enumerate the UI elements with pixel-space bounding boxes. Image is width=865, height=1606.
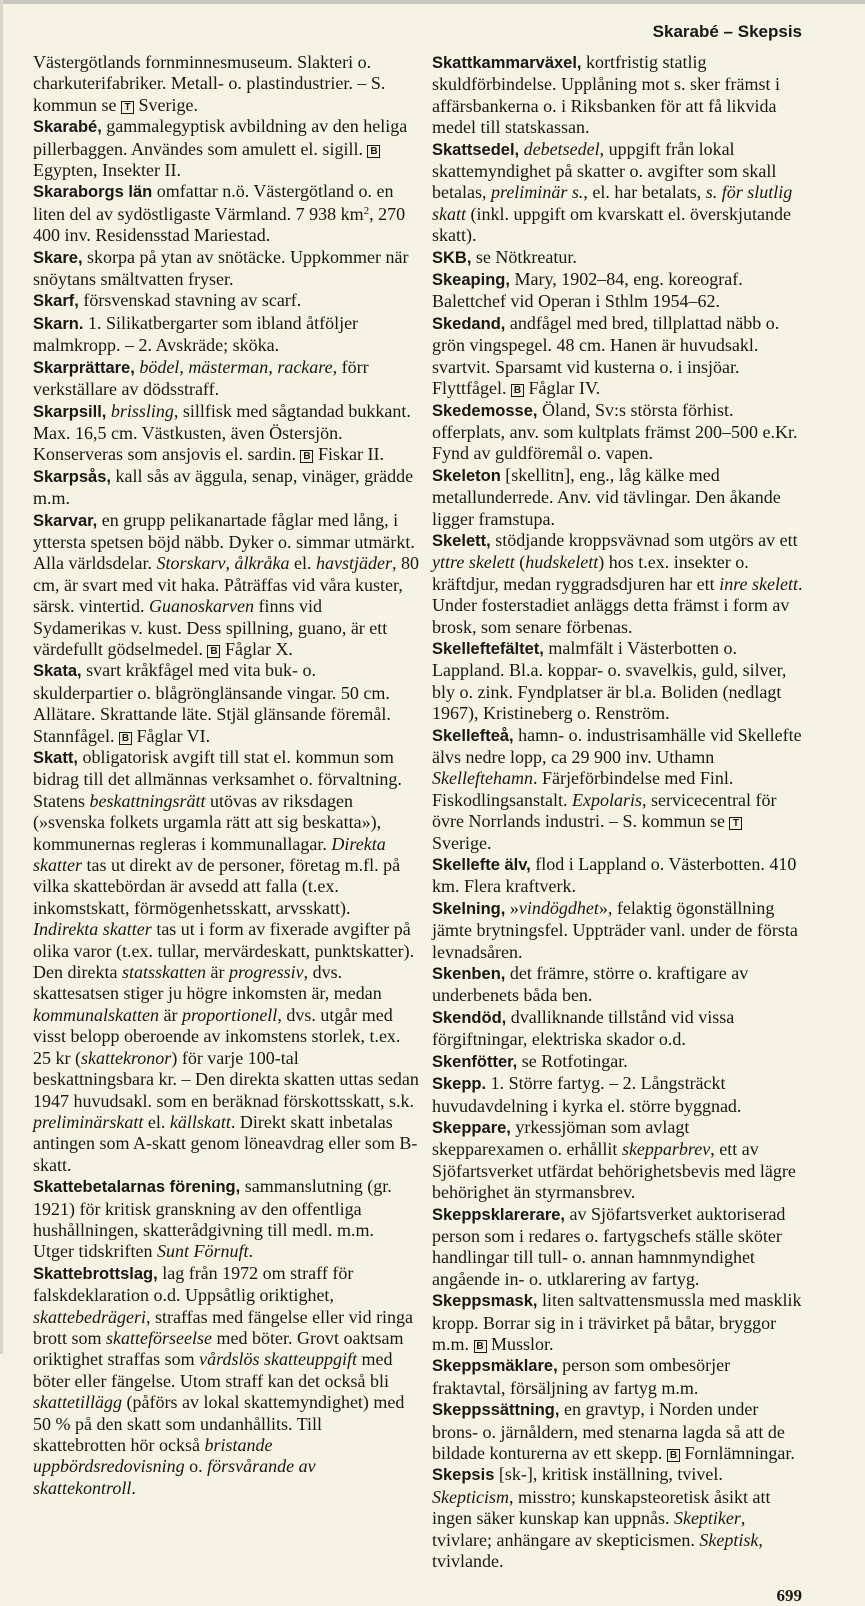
italic-term: progressiv	[228, 962, 304, 983]
entry-text: , uppgift från lokal skattemyndighet på skatter o. avgifter som skall betalas,	[432, 138, 777, 203]
entry-text: . Direkt skatt inbetalas antingen som A-skatt genom löneavdrag eller som B-skatt.	[33, 1111, 418, 1175]
italic-term: brissling	[110, 400, 174, 421]
dictionary-entry	[432, 725, 804, 854]
entry-text: kortfristig statlig skuldförbindelse. Upplåning mot s. sker främst i affärsbankerna o. i Riksbanken för att få likvida medel till statskassan.	[432, 52, 780, 138]
entry-headword: Skelleftefältet,	[432, 639, 544, 658]
italic-term: proportionell	[181, 1004, 278, 1025]
dictionary-entry	[432, 1355, 804, 1399]
entry-headword: Skattebrottslag,	[33, 1264, 158, 1283]
entry-text: , tvivlande.	[432, 1529, 763, 1572]
entry-text: person som ombesörjer fraktavtal, försäljning av fartyg m.m.	[432, 1355, 731, 1398]
entry-headword: Skarf,	[33, 292, 79, 311]
entry-text: , el. har betalats,	[583, 182, 706, 203]
entry-headword: Skelett,	[432, 531, 491, 550]
italic-term: Skepticism	[432, 1486, 509, 1507]
entry-text: Öland, Sv:s största förhist. offerplats, anv. som kultplats främst 200–500 e.Kr. Fynd av guldföremål o. vapen.	[432, 399, 798, 464]
entry-text: malmfält i Västerbotten o. Lappland. Bl.a. koppar- o. svavelkis, guld, silver, bly o. zink. Fyndplatser är bl.a. Boliden (nedlagt 1967), Kristineberg o. Renström.	[432, 637, 787, 724]
italic-term: kommunalskatten	[33, 1004, 159, 1025]
entry-headword: Skata,	[33, 662, 82, 681]
entry-headword: Skellefteå,	[432, 726, 514, 745]
dictionary-entry	[33, 747, 419, 1176]
entry-headword: Skenfötter,	[432, 1052, 518, 1071]
italic-term: skepparbrev	[621, 1139, 711, 1160]
entry-text: (inkl. uppgift om kvarskatt el. överskjutande skatt).	[432, 203, 791, 246]
italic-term: Sunt Förnuft	[156, 1241, 249, 1262]
dictionary-entry	[432, 465, 804, 530]
entry-text: . Färjeförbindelse med Finl. Fiskodlingsanstalt.	[432, 768, 734, 810]
italic-term: Skeptiker	[673, 1508, 741, 1529]
entry-text: , tvivlare; anhängare av skepticismen.	[432, 1508, 746, 1550]
entry-text: ,	[225, 553, 235, 574]
dictionary-entry	[432, 247, 804, 269]
entry-text: svart kråkfågel med vita buk- o. skulderpartier o. blågrönglänsande vingar. 50 cm. Allätare. Skrattande läte. Stjäl glänsande föremål. Stannfågel.	[33, 660, 391, 746]
dictionary-entry	[33, 401, 419, 466]
entry-text: Västergötlands fornminnesmuseum. Slakteri o. charkuterifabriker. Metall- o. plastindustrier. – S. kommun se	[33, 52, 386, 115]
entry-text: gammalegyptisk avbildning av den heliga pillerbaggen. Användes som amulett el. sigill.	[33, 116, 408, 159]
entry-headword: Skelning,	[432, 899, 506, 918]
reference-box-icon: T	[729, 817, 742, 830]
entry-text: flod i Lappland o. Västerbotten. 410 km. Flera kraftverk.	[432, 854, 797, 897]
entry-text: , sillfisk med sågtandad bukkant. Max. 16,5 cm. Västkusten, även Östersjön. Konserveras som ansjovis el. sardin.	[33, 400, 411, 465]
entry-headword: Skare,	[33, 248, 83, 267]
entry-text: andfågel med bred, tillplattad näbb o. grön vingspegel. 48 cm. Hanen är huvudsakl. svartvit. Sparsamt vid kusterna o. i insjöar. Flyttfågel.	[432, 312, 780, 399]
dictionary-entry	[432, 1204, 804, 1291]
reference-box-icon: B	[300, 450, 313, 463]
page-number: 699	[776, 1586, 802, 1606]
entry-headword: SKB,	[432, 248, 472, 267]
entry-headword: Skeppsmask,	[432, 1292, 538, 1311]
dictionary-entry	[432, 52, 804, 139]
entry-text: yrkessjöman som avlagt skepparexamen o. erhållit	[432, 1116, 690, 1160]
entry-text: en gravtyp, i Norden under brons- o. järnåldern, med stenarna lagda så att de bildade konturerna av ett skepp.	[432, 1399, 785, 1463]
italic-term: mästerman	[188, 356, 269, 377]
entry-headword: Skepp.	[432, 1075, 487, 1094]
reference-box-icon: B	[119, 732, 132, 745]
italic-term: bristande uppbördsredovisning	[33, 1435, 273, 1477]
reference-box-icon: T	[121, 101, 134, 114]
italic-term: skatteförseelse	[106, 1327, 212, 1348]
entry-text: obligatorisk avgift till stat el. kommun som bidrag till det allmännas verksamhet o. förvaltning. Statens	[33, 747, 402, 811]
entry-headword: Skarn.	[33, 314, 84, 333]
dictionary-entry	[432, 963, 804, 1007]
entry-text: se Rotfotingar.	[517, 1050, 628, 1071]
italic-term: skattetillägg	[33, 1392, 122, 1413]
entry-text: , dvs. skattesatsen stiger ju högre inkomsten är, medan	[33, 962, 382, 1004]
entry-text: Fornlämningar.	[679, 1443, 795, 1463]
right-column-wrapper	[432, 52, 804, 1606]
entry-text: av Sjöfartsverket auktoriserad person som i redares o. fartygschefs ställe sköter handlingar till tull- o. annan hamnmyndighet angående in- o. utklarering av fartyg.	[432, 1203, 786, 1289]
italic-term: Skelleftehamn	[432, 768, 533, 789]
entry-text: ,	[179, 356, 189, 377]
entry-text: (	[514, 552, 526, 573]
dictionary-entry	[432, 638, 804, 725]
entry-text: försvenskad stavning av scarf.	[78, 290, 302, 311]
italic-term: inre skelett	[719, 573, 798, 594]
dictionary-entry	[33, 181, 419, 246]
entry-text: Fåglar IV.	[524, 378, 601, 399]
entry-text: skorpa på ytan av snötäcke. Uppkommer när snöytans smältvatten fryser.	[33, 246, 409, 290]
entry-text: 1. Större fartyg. – 2. Långsträckt huvudavdelning i kyrka el. större byggnad.	[432, 1073, 742, 1116]
dictionary-entry	[432, 1073, 804, 1117]
dictionary-entry	[432, 1464, 804, 1572]
entry-text: Musslor.	[486, 1333, 554, 1354]
italic-term: vårdslös skatteuppgift	[199, 1349, 357, 1370]
entry-headword: Skarpsill,	[33, 402, 107, 421]
italic-term: yttre skelett	[432, 552, 515, 573]
entry-text: tas ut i form av fixerade avgifter på olika varor (t.ex. tullar, mervärdeskatt, punktskatter). Den direkta	[33, 919, 415, 983]
entry-headword: Skeppssättning,	[432, 1401, 560, 1420]
entry-headword: Skatt,	[33, 749, 78, 767]
italic-term: rackare	[277, 356, 333, 377]
dictionary-entry	[432, 1051, 804, 1073]
entry-text: Sverige.	[134, 94, 198, 115]
entry-text: ) för varje 100-tal beskattningsbara kr. – Den direkta skatten uttas sedan 1947 huvudsakl. som en beräknad förskottsskatt, s.k.	[33, 1047, 419, 1111]
italic-term: bödel	[139, 356, 180, 377]
italic-term: statsskatten	[121, 962, 206, 983]
dictionary-entry	[33, 357, 419, 401]
italic-term: vindögdhet	[518, 897, 599, 918]
entry-text: Fiskar II.	[313, 444, 384, 465]
entry-text: ,	[268, 356, 278, 377]
entry-text: .	[248, 1241, 253, 1262]
entry-text: en grupp pelikanartade fåglar med lång, i yttersta spetsen böjd näbb. Dyker o. simmar utmärkt. Alla världsdelar.	[33, 509, 415, 574]
entry-text: lag från 1972 om straff för falskdeklaration o.d. Uppsåtlig oriktighet,	[33, 1262, 354, 1306]
entry-headword: Skattebetalarnas förening,	[33, 1178, 241, 1197]
italic-term: Guanoskarven	[148, 596, 254, 617]
dictionary-entry	[33, 1263, 419, 1499]
italic-term: Indirekta skatter	[33, 919, 152, 940]
entry-headword: Skeppsklarerare,	[432, 1205, 566, 1224]
page-top-edge	[0, 0, 865, 4]
entry-text: kall sås av äggula, senap, vinäger, grädde m.m.	[33, 465, 414, 509]
entry-text: , 270 400 inv. Residensstad Mariestad.	[33, 203, 406, 246]
entry-headword: Skarvar,	[33, 511, 98, 530]
reference-box-icon: B	[511, 384, 524, 397]
entry-text: , misstro; kunskapsteoretisk åsikt att ingen säker kunskap kan uppnås.	[432, 1486, 771, 1529]
dictionary-entry	[33, 52, 419, 116]
entry-headword: Skendöd,	[432, 1008, 507, 1027]
entry-headword: Skepsis	[432, 1466, 495, 1485]
entry-headword: Skarprättare,	[33, 358, 135, 377]
entry-text: det främre, större o. kraftigare av underbenets båda ben.	[432, 963, 749, 1006]
dictionary-entry	[432, 854, 804, 898]
entry-headword: Skeppsmäklare,	[432, 1357, 558, 1376]
entry-text: omfattar n.ö. Västergötland o. en liten del av sydöstligaste Värmland. 7 938 km	[33, 181, 394, 224]
entry-headword: Skarabé,	[33, 118, 102, 137]
italic-term: s. för slutlig skatt	[432, 182, 793, 224]
entry-headword: Skattsedel,	[432, 140, 520, 159]
entry-text: Mary, 1902–84, eng. koreograf. Balettchef vid Operan i Sthlm 1954–62.	[432, 269, 743, 312]
italic-term: preliminärskatt	[33, 1111, 144, 1132]
italic-term: debetsedel	[523, 138, 600, 159]
italic-term: preliminär s.	[490, 182, 584, 203]
dictionary-entry	[432, 1290, 804, 1355]
entry-text: dvalliknande tillstånd vid vissa förgiftningar, elektriska skador o.d.	[432, 1006, 735, 1050]
italic-term: havstjäder	[315, 553, 392, 574]
entry-headword: Skarpsås,	[33, 467, 111, 486]
entry-text: [sk-], kritisk inställning, tvivel.	[494, 1464, 723, 1485]
entry-headword: Skeleton	[432, 466, 501, 485]
entry-text: , förr verkställare av dödsstraff.	[33, 356, 369, 400]
left-column-wrapper	[33, 52, 419, 1499]
dictionary-entry	[33, 116, 419, 181]
entry-text: med böter eller fängelse. Utom straff kan det också bli	[33, 1349, 393, 1391]
entry-headword: Skeaping,	[432, 271, 510, 290]
entry-text: , straffas med fängelse eller vid ringa brott som	[33, 1306, 414, 1348]
italic-term: ålkråka	[234, 553, 290, 574]
entry-text: el.	[143, 1111, 170, 1132]
entry-text: , dvs. utgår med visst belopp oberoende av inkomstens storlek, t.ex. 25 kr (	[33, 1004, 401, 1068]
entry-headword: Skaraborgs län	[33, 183, 153, 202]
entry-text: hamn- o. industrisamhälle vid Skellefte älvs nedre lopp, ca 29 900 inv. Uthamn	[432, 724, 802, 767]
entry-text: tas ut direkt av de personer, företag m.fl. på vilka skattebördan är avsedd att falla (t.ex. inkomstskatt, förmögenhetsskatt, arvsskatt).	[33, 855, 401, 918]
dictionary-entry	[33, 1176, 419, 1263]
entry-text: , servicecentral för övre Norrlands industri. – S. kommun se	[432, 789, 777, 832]
dictionary-entry	[432, 530, 804, 638]
reference-box-icon: B	[667, 1449, 680, 1462]
italic-term: Storskarv	[156, 553, 226, 574]
left-column	[33, 52, 419, 1499]
entry-text: [skellitn], eng., låg kälke med metallunderrede. Anv. vid tävlingar. Den åkande ligger framstupa.	[432, 464, 781, 529]
entry-text: finns vid Sydamerikas v. kust. Dess spillning, guano, är ett värdefullt gödselmedel.	[33, 596, 388, 659]
entry-text: (påförs av lokal skattemyndighet) med 50 % på den skatt som undanhållits. Till skattebrotten hör också	[33, 1392, 405, 1455]
dictionary-entry	[33, 660, 419, 747]
entry-text: är	[205, 962, 229, 983]
entry-text: sammanslutning (gr. 1921) för kritisk granskning av den offentliga hushållningen, skatterådgivning till medl. m.m. Utger tidskriften	[33, 1176, 392, 1262]
entry-text: Sverige.	[432, 832, 492, 853]
dictionary-entry	[33, 290, 419, 312]
entry-headword: Skedemosse,	[432, 401, 538, 420]
italic-term: Skeptisk	[699, 1529, 759, 1550]
italic-term: försvårande av skattekontroll	[33, 1456, 316, 1498]
dictionary-entry	[33, 313, 419, 357]
dictionary-entry	[432, 139, 804, 247]
entry-text: utövas av riksdagen (»svenska folkets urgamla rätt att sig beskatta»), kommunernas regleras i kommunallagar.	[33, 790, 382, 854]
entry-text: .	[131, 1477, 136, 1498]
dictionary-entry	[432, 400, 804, 465]
italic-term: hudskelett	[525, 552, 599, 573]
italic-term: skattebedrägeri	[33, 1306, 146, 1327]
entry-text: »	[505, 897, 519, 918]
dictionary-entry	[33, 466, 419, 510]
entry-text: liten saltvattensmussla med masklik kropp. Borrar sig in i trävirket på båtar, bryggor m.m.	[432, 1290, 802, 1354]
dictionary-entry	[432, 898, 804, 963]
dictionary-entry	[432, 1117, 804, 1204]
dictionary-entry	[33, 247, 419, 291]
dictionary-entry	[33, 510, 419, 661]
superscript: 2	[363, 204, 370, 217]
entry-headword: Skeppare,	[432, 1118, 511, 1137]
dictionary-entry	[432, 269, 804, 313]
entry-headword: Skattkammarväxel,	[432, 54, 582, 72]
page-left-edge	[0, 0, 3, 1354]
italic-term: Direkta skatter	[33, 833, 386, 876]
entry-headword: Skedand,	[432, 314, 506, 333]
reference-box-icon: B	[367, 145, 380, 158]
dictionary-entry	[432, 1399, 804, 1464]
italic-term: skattekronor	[81, 1047, 172, 1068]
running-header: Skarabé – Skepsis	[652, 22, 802, 41]
entry-text: se Nötkreatur.	[471, 246, 577, 267]
reference-box-icon: B	[207, 645, 220, 658]
entry-text: el.	[289, 553, 316, 574]
dictionary-entry	[432, 313, 804, 400]
entry-text: , ett av Sjöfartsverket utfärdat behörighetsbevis med lägre behörighet än styrmansbrev.	[432, 1139, 796, 1203]
right-column	[432, 52, 804, 1572]
entry-text: ) hos t.ex. insekter o. kräftdjur, medan ryggradsdjuren har ett	[432, 552, 749, 594]
entry-headword: Skellefte älv,	[432, 856, 531, 875]
entry-text: Fåglar X.	[220, 638, 293, 659]
entry-text: är	[158, 1004, 182, 1025]
entry-text: Fåglar VI.	[131, 725, 211, 746]
italic-term: Expolaris	[572, 789, 643, 810]
italic-term: beskattningsrätt	[89, 790, 206, 811]
entry-text: . Under fosterstadiet anläggs detta främst i form av brosk, som senare förbenas.	[432, 573, 803, 637]
entry-text: o.	[184, 1456, 208, 1477]
dictionary-entry	[432, 1007, 804, 1051]
reference-box-icon: B	[474, 1340, 487, 1353]
italic-term: källskatt	[169, 1111, 231, 1132]
entry-text: », felaktig ögonställning jämte brytningsfel. Uppträder vanl. under de första levnadsåren.	[432, 897, 798, 962]
entry-text: med böter. Grovt oaktsam oriktighet straffas som	[33, 1327, 404, 1370]
entry-text: 1. Silikatbergarter som ibland åtföljer malmkropp. – 2. Avskräde; sköka.	[33, 312, 359, 356]
entry-headword: Skenben,	[432, 965, 506, 984]
entry-text: stödjande kroppsvävnad som utgörs av ett	[490, 529, 798, 550]
entry-text: Egypten, Insekter II.	[33, 160, 181, 181]
entry-text: , 80 cm, är svart med vit haka. Påträffas vid våra kuster, särsk. vintertid.	[33, 553, 419, 617]
